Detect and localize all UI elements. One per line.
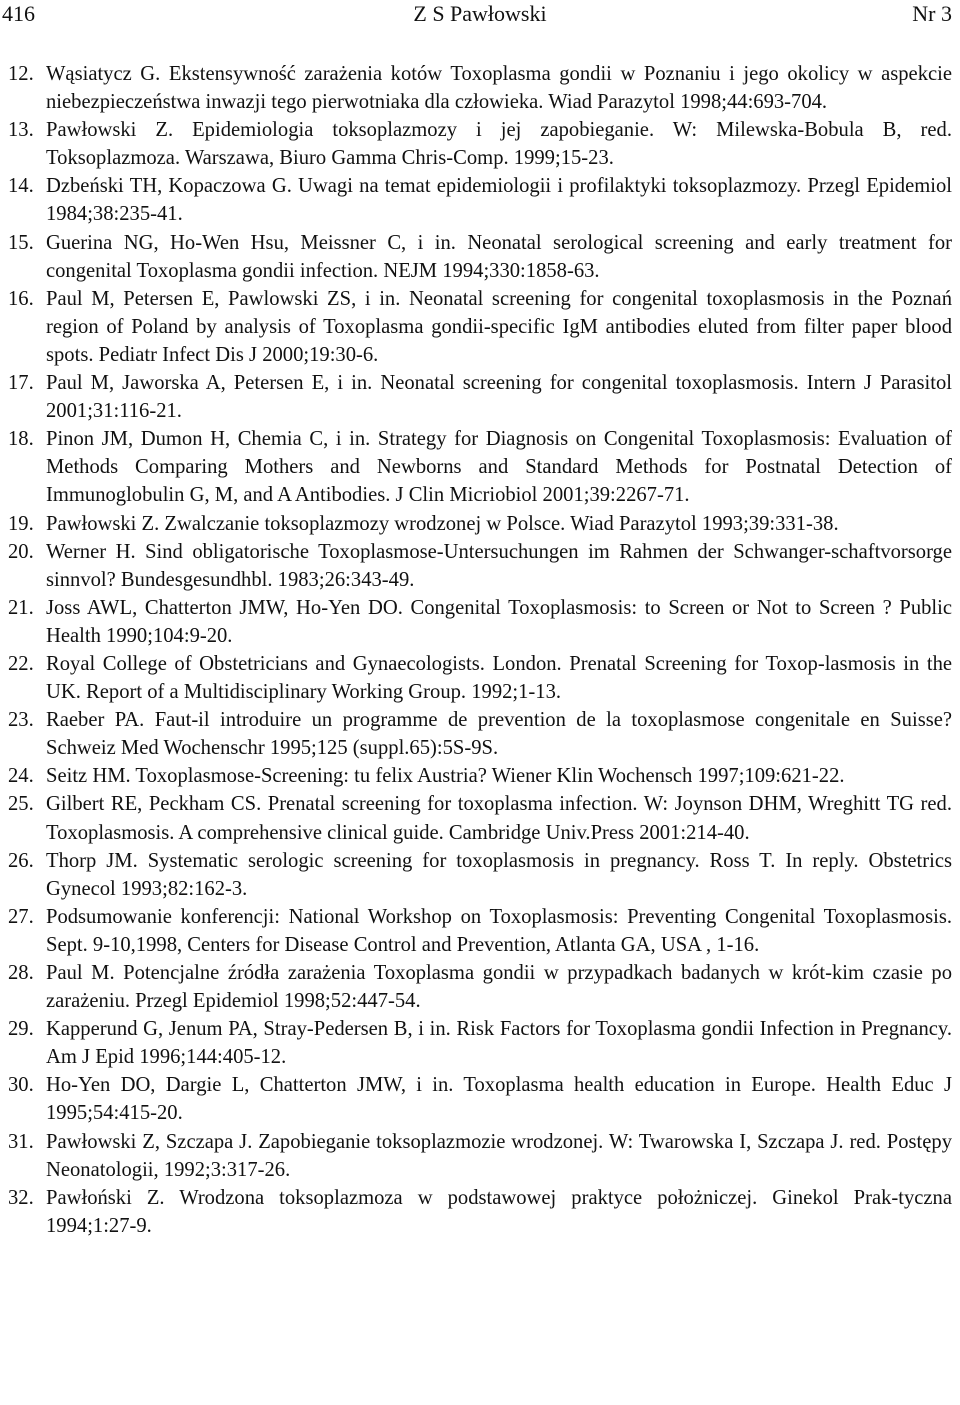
reference-item — [8, 903, 952, 959]
reference-text: Gilbert RE, Peckham CS. Prenatal screening for toxoplasma infection. W: Joynson DHM, Wreghitt TG red. Toxoplasmosis. A comprehensive clinical guide. Cambridge Univ.Press 2001:214-40. — [46, 793, 952, 844]
reference-item — [8, 369, 952, 425]
reference-text: Raeber PA. Faut-il introduire un programme de prevention de la toxoplasmose congenitale en Suisse? Schweiz Med Wochenschr 1995;125 (suppl.65):5S-9S. — [46, 709, 952, 760]
reference-item — [8, 172, 952, 228]
reference-number: 14. — [8, 175, 34, 198]
running-author: Z S Pawłowski — [413, 1, 547, 26]
page-number: 416 — [2, 1, 35, 26]
reference-item — [8, 650, 952, 706]
reference-item — [8, 1071, 952, 1127]
reference-text: Werner H. Sind obligatorische Toxoplasmose-Untersuchungen im Rahmen der Schwanger-schaftvorsorge sinnvol? Bundesgesundhbl. 1983;26:343-49. — [46, 540, 952, 591]
reference-number: 25. — [8, 793, 34, 816]
reference-item — [8, 847, 952, 903]
reference-number: 27. — [8, 905, 34, 928]
reference-number: 12. — [8, 63, 34, 85]
reference-text: Ho-Yen DO, Dargie L, Chatterton JMW, i in. Toxoplasma health education in Europe. Health Educ J 1995;54:415-20. — [46, 1074, 952, 1125]
reference-text: Pawłoński Z. Wrodzona toksoplazmoza w podstawowej praktyce położniczej. Ginekol Prak-tyczna 1994;1:27-9. — [46, 1186, 952, 1237]
reference-item — [8, 1015, 952, 1071]
reference-number: 21. — [8, 596, 34, 619]
reference-item — [8, 60, 952, 116]
reference-text: Pawłowski Z, Szczapa J. Zapobieganie toksoplazmozie wrodzonej. W: Twarowska I, Szczapa J. red. Postępy Neonatologii, 1992;3:317-26. — [46, 1130, 952, 1181]
reference-item — [8, 229, 952, 285]
reference-number: 22. — [8, 652, 34, 675]
reference-text: Kapperund G, Jenum PA, Stray-Pedersen B, i in. Risk Factors for Toxoplasma gondii Infection in Pregnancy. Am J Epid 1996;144:405-12. — [46, 1018, 952, 1069]
reference-number: 16. — [8, 287, 34, 310]
reference-item — [8, 959, 952, 1015]
reference-number: 23. — [8, 709, 34, 732]
reference-number: 24. — [8, 765, 34, 788]
reference-list — [8, 60, 952, 1240]
reference-item — [8, 425, 952, 509]
reference-number: 32. — [8, 1186, 34, 1209]
reference-number: 29. — [8, 1018, 34, 1041]
reference-item — [8, 762, 952, 790]
issue-number: Nr 3 — [912, 1, 952, 26]
reference-text: Pawłowski Z. Zwalczanie toksoplazmozy wrodzonej w Polsce. Wiad Parazytol 1993;39:331-38. — [46, 512, 839, 535]
reference-text: Podsumowanie konferencji: National Workshop on Toxoplasmosis: Preventing Congenital Toxoplasmosis. Sept. 9-10,1998, Centers for Disease Control and Prevention, Atlanta GA, USA , 1-16. — [46, 905, 952, 956]
reference-text: Joss AWL, Chatterton JMW, Ho-Yen DO. Congenital Toxoplasmosis: to Screen or Not to Screen ? Public Health 1990;104:9-20. — [46, 596, 952, 647]
reference-number: 28. — [8, 962, 34, 984]
running-header — [0, 0, 960, 30]
reference-item — [8, 116, 952, 172]
reference-item — [8, 285, 952, 369]
reference-text: Dzbeński TH, Kopaczowa G. Uwagi na temat epidemiologii i profilaktyki toksoplazmozy. Przegl Epidemiol 1984;38:235-41. — [46, 175, 952, 226]
reference-number: 20. — [8, 540, 34, 563]
reference-item — [8, 1184, 952, 1240]
reference-item — [8, 510, 952, 538]
reference-text: Wąsiatycz G. Ekstensywność zarażenia kotów Toxoplasma gondii w Poznaniu i jego okolicy w aspekcie niebezpieczeństwa inwazji tego pierwotniaka dla człowieka. Wiad Parazytol 1998;44:693-704. — [46, 63, 952, 114]
reference-item — [8, 594, 952, 650]
reference-text: Paul M. Potencjalne źródła zarażenia Toxoplasma gondii w przypadkach badanych w krót-kim czasie po zarażeniu. Przegl Epidemiol 1998;52:447-54. — [46, 962, 952, 1013]
reference-text: Seitz HM. Toxoplasmose-Screening: tu felix Austria? Wiener Klin Wochensch 1997;109:621-22. — [46, 765, 845, 788]
reference-text: Guerina NG, Ho-Wen Hsu, Meissner C, i in. Neonatal serological screening and early treatment for congenital Toxoplasma gondii infection. NEJM 1994;330:1858-63. — [46, 231, 952, 282]
reference-number: 17. — [8, 372, 34, 395]
reference-text: Pinon JM, Dumon H, Chemia C, i in. Strategy for Diagnosis on Congenital Toxoplasmosis: Evaluation of Methods Comparing Mothers and Newborns and Standard Methods for Postnatal Detection of Immunoglobulin G, M, and A Antibodies. J Clin Micriobiol 2001;39:2267-71. — [46, 428, 952, 507]
reference-number: 19. — [8, 512, 34, 535]
reference-number: 18. — [8, 428, 34, 451]
reference-number: 26. — [8, 849, 34, 872]
reference-item — [8, 538, 952, 594]
reference-text: Paul M, Petersen E, Pawlowski ZS, i in. Neonatal screening for congenital toxoplasmosis in the Poznań region of Poland by analysis of Toxoplasma gondii-specific IgM antibodies eluted from filter paper blood spots. Pediatr Infect Dis J 2000;19:30-6. — [46, 287, 952, 366]
reference-text: Royal College of Obstetricians and Gynaecologists. London. Prenatal Screening for Toxop-lasmosis in the UK. Report of a Multidisciplinary Working Group. 1992;1-13. — [46, 652, 952, 704]
reference-item — [8, 790, 952, 846]
reference-item — [8, 1128, 952, 1184]
reference-text: Pawłowski Z. Epidemiologia toksoplazmozy i jej zapobieganie. W: Milewska-Bobula B, red. Toksoplazmoza. Warszawa, Biuro Gamma Chris-Comp. 1999;15-23. — [46, 119, 952, 170]
reference-text: Paul M, Jaworska A, Petersen E, i in. Neonatal screening for congenital toxoplasmosis. Intern J Parasitol 2001;31:116-21. — [46, 372, 952, 423]
reference-number: 30. — [8, 1074, 34, 1097]
reference-number: 31. — [8, 1130, 34, 1153]
reference-text: Thorp JM. Systematic serologic screening for toxoplasmosis in pregnancy. Ross T. In reply. Obstetrics Gynecol 1993;82:162-3. — [46, 849, 952, 900]
reference-item — [8, 706, 952, 762]
reference-number: 13. — [8, 119, 34, 142]
reference-number: 15. — [8, 231, 34, 254]
